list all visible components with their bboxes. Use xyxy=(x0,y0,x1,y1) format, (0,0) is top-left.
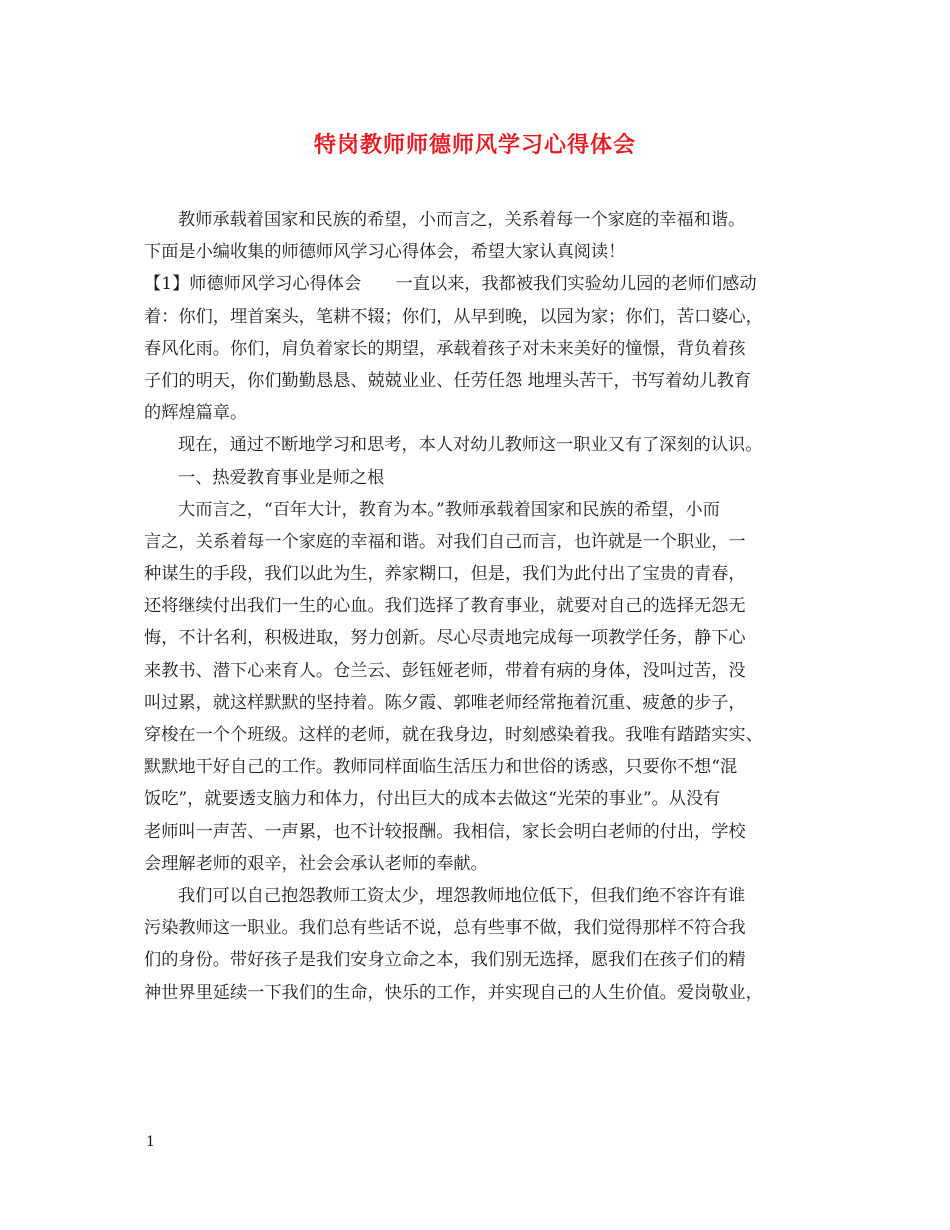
text-line: 的辉煌篇章。 xyxy=(144,403,248,424)
text-line: 饭吃”，就要透支脑力和体力，付出巨大的成本去做这“光荣的事业”。从没有 xyxy=(144,789,721,810)
text-line: 还将继续付出我们一生的心血。我们选择了教育事业，就要对自己的选择无怨无 xyxy=(144,596,746,617)
text-line: 悔，不计名利，积极进取，努力创新。尽心尽责地完成每一项教学任务，静下心 xyxy=(144,628,746,649)
text-line: 穿梭在一个个班级。这样的老师，就在我身边，时刻感染着我。我唯有踏踏实实、 xyxy=(144,725,763,745)
text-line: 教师承载着国家和民族的希望，小而言之，关系着每一个家庭的幸福和谐。 xyxy=(178,210,746,230)
text-line: 大而言之，“百年大计，教育为本。”教师承载着国家和民族的希望，小而 xyxy=(178,499,720,520)
text-line: 们的身份。带好孩子是我们安身立命之本，我们别无选择，愿我们在孩子们的精 xyxy=(144,950,746,971)
document-title: 特岗教师师德师风学习心得体会 xyxy=(313,132,636,158)
text-line: 叫过累，就这样默默的坚持着。陈夕霞、郭唯老师经常拖着沉重、疲惫的步子， xyxy=(144,692,746,713)
page-number: 1 xyxy=(146,1134,155,1150)
text-line: 默默地干好自己的工作。教师同样面临生活压力和世俗的诱惑，只要你不想“混 xyxy=(144,757,738,778)
section-heading: 一、热爱教育事业是师之根 xyxy=(178,467,385,488)
text-line: 下面是小编收集的师德师风学习心得体会，希望大家认真阅读！ xyxy=(144,242,626,263)
text-line: 子们的明天，你们勤勤恳恳、兢兢业业、任劳任怨 地埋头苦干，书写着幼儿教育 xyxy=(144,370,752,391)
text-line: 种谋生的手段，我们以此为生，养家糊口，但是，我们为此付出了宝贵的青春， xyxy=(144,564,746,585)
text-line: 【1】师德师风学习心得体会 一直以来，我都被我们实验幼儿园的老师们感动 xyxy=(144,274,757,295)
document-body xyxy=(144,204,824,1009)
text-line: 春风化雨。你们，肩负着家长的期望，承载着孩子对未来美好的憧憬，背负着孩 xyxy=(144,338,746,359)
text-line: 着：你们，埋首案头，笔耕不辍；你们，从早到晚，以园为家；你们，苦口婆心， xyxy=(144,306,763,327)
text-line: 神世界里延续一下我们的生命，快乐的工作，并实现自己的人生价值。爱岗敬业， xyxy=(144,982,763,1003)
text-line: 我们可以自己抱怨教师工资太少，埋怨教师地位低下，但我们绝不容许有谁 xyxy=(178,885,746,906)
text-line: 老师叫一声苦、一声累，也不计较报酬。我相信，家长会明白老师的付出，学校 xyxy=(144,821,746,842)
text-line: 来教书、潜下心来育人。仓兰云、彭钰娅老师，带着有病的身体，没叫过苦，没 xyxy=(144,660,746,681)
text-line: 会理解老师的艰辛，社会会承认老师的奉献。 xyxy=(144,853,488,874)
text-line: 言之，关系着每一个家庭的幸福和谐。对我们自己而言，也许就是一个职业，一 xyxy=(144,531,746,552)
text-line: 现在，通过不断地学习和思考，本人对幼儿教师这一职业又有了深刻的认识。 xyxy=(178,435,763,456)
text-line: 污染教师这一职业。我们总有些话不说，总有些事不做，我们觉得那样不符合我 xyxy=(144,918,746,939)
